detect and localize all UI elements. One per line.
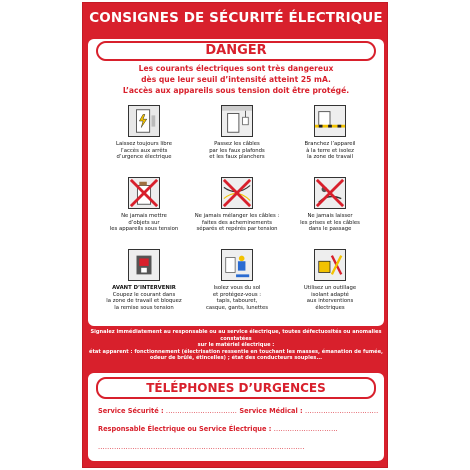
rule-title: AVANT D’INTERVENIR (112, 285, 176, 291)
notice-line: sur le matériel électrique : (197, 342, 275, 348)
rule-text: Ne jamais mettre (121, 213, 167, 219)
warning-line: Les courants électriques sont très dangereux (138, 64, 334, 73)
notice-line: Signalez immédiatement au responsable ou au service électrique, toutes défectuosités ou anomalies constatées (90, 329, 382, 342)
danger-heading: DANGER (96, 41, 376, 61)
rule-text: Ne jamais mélanger les câbles : (194, 213, 280, 219)
poster-title: CONSIGNES DE SÉCURITÉ ÉLECTRIQUE (89, 10, 383, 26)
rule-text: Passez les câbles (214, 141, 260, 147)
cables-ceiling-icon (221, 105, 253, 137)
rule-text: par les faux plafonds (209, 147, 265, 154)
notice-line: état apparent : fonctionnement (électrisation ressentie en touchant les masses, émanation de fumée, (89, 348, 383, 355)
rule-text: la remise sous tension (114, 304, 174, 311)
emergency-phones-heading: TÉLÉPHONES D’URGENCES (96, 377, 376, 399)
reporting-notice (88, 329, 384, 373)
rule-text: l’accès aux arrêts (120, 147, 168, 154)
electrical-field: ............................ (273, 425, 338, 433)
contact-row (98, 425, 338, 434)
security-field: ............................... (165, 407, 238, 415)
rule-card (191, 249, 283, 321)
rule-text: aux interventions (306, 298, 354, 305)
rule-text: Isolez vous du sol (213, 285, 261, 291)
rule-text: les prises et les câbles (300, 219, 360, 226)
rule-text: isolant adapté (311, 291, 349, 298)
electrical-cabinet-icon (128, 105, 160, 137)
safety-poster (82, 2, 388, 468)
rule-text: et les faux planchers (209, 154, 265, 161)
medical-field: ................................ (304, 407, 379, 415)
rule-text: Utilisez un outillage (303, 285, 357, 291)
no-cables-in-passage-icon (314, 177, 346, 209)
ground-connection-icon (314, 105, 346, 137)
medical-label: Service Médical : (239, 407, 303, 415)
rule-text: tapis, tabouret, (216, 298, 258, 305)
rule-card (284, 249, 376, 321)
rule-text: d’objets sur (128, 219, 160, 226)
rule-card (98, 177, 190, 249)
contact-row (98, 443, 305, 452)
rule-text: dans le passage (308, 226, 352, 233)
cut-power-icon (128, 249, 160, 281)
insulated-tools-icon (314, 249, 346, 281)
insulated-worker-icon (221, 249, 253, 281)
security-label: Service Sécurité : (98, 407, 164, 415)
danger-panel (88, 39, 384, 326)
rule-text: et protégez-vous : (212, 291, 262, 298)
rule-text: casque, gants, lunettes (205, 304, 269, 311)
rule-text: faites des acheminements (201, 219, 273, 226)
rule-card (98, 105, 190, 177)
warning-line: dès que leur seuil d’intensité atteint 25 mA. (141, 75, 331, 84)
rule-card (284, 177, 376, 249)
rule-text: d’urgence électrique (116, 154, 172, 161)
notice-line: odeur de brûlé, étincelles) ; état des conducteurs souples... (149, 355, 323, 361)
no-mixed-cables-icon (221, 177, 253, 209)
rule-card (191, 105, 283, 177)
contact-row (98, 407, 378, 416)
rule-card (284, 105, 376, 177)
rule-text: à la terre et isolez (306, 147, 354, 154)
rule-text: la zone de travail (307, 154, 353, 161)
rule-card (98, 249, 190, 321)
rule-text: les appareils sous tension (109, 226, 179, 233)
emergency-phones-panel (88, 373, 384, 461)
rule-card (191, 177, 283, 249)
warning-line: L’accès aux appareils sous tension doit être protégé. (122, 86, 350, 95)
no-objects-on-equipment-icon (128, 177, 160, 209)
rules-grid (98, 105, 376, 325)
rule-text: la zone de travail et bloquez (106, 298, 182, 305)
rule-text: Coupez le courant dans (112, 291, 176, 298)
rule-text: Laissez toujours libre (116, 141, 172, 147)
electrical-label: Responsable Électrique ou Service Électrique : (98, 425, 272, 433)
rule-text: Branchez l’appareil (304, 141, 356, 147)
rule-text: Ne jamais laisser (307, 213, 353, 219)
extra-field: .......................................................................................... (98, 443, 305, 451)
rule-text: électriques (315, 304, 345, 311)
rule-text: séparés et repérés par tension (196, 226, 278, 233)
danger-warning (88, 63, 384, 96)
